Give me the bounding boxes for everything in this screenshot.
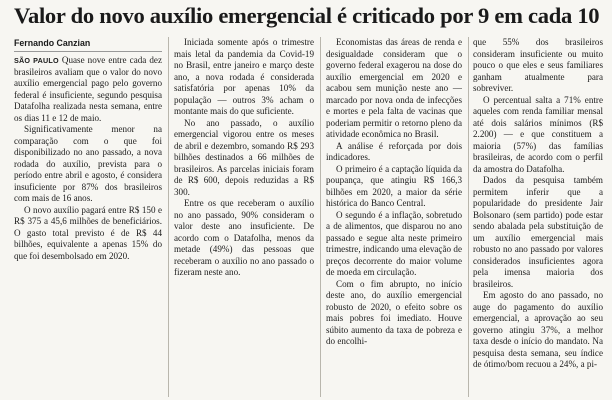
- article-column-3: [326, 37, 462, 397]
- paragraph: [14, 55, 162, 124]
- article-column-2: [174, 37, 314, 397]
- paragraph-text: Quase nove entre cada dez brasileiros avaliam que o valor do novo auxílio emergencial pago pelo governo federal é insuficiente, segundo pesquisa Datafolha realizada nesta semana, entre os dias 11 e 12 de maio.: [14, 55, 162, 123]
- paragraph: Em agosto do ano passado, no auge do pagamento do auxílio emergencial, a aprovação ao seu governo atingiu 37%, a melhor taxa desde o início do mandato. Na pesquisa desta semana, seu índice de ótimo/bom recuou a 24%, a pi-: [473, 290, 603, 369]
- column-divider: [320, 37, 321, 397]
- article-column-1: [14, 37, 162, 397]
- byline: Fernando Canzian: [14, 37, 162, 52]
- headline: Valor do novo auxílio emergencial é criticado por 9 em cada 10: [14, 3, 600, 28]
- paragraph: Com o fim abrupto, no início deste ano, do auxílio emergencial robusto de 2020, o efeito sobre os mais pobres foi imediato. Houve súbito aumento da taxa de pobreza e do encolhi-: [326, 278, 462, 346]
- column-divider: [168, 37, 169, 397]
- paragraph: A análise é reforçada por dois indicadores.: [326, 140, 462, 162]
- paragraph: No ano passado, o auxílio emergencial vigorou entre os meses de abril e dezembro, somando R$ 293 bilhões destinados a 66 milhões de brasileiros. As parcelas iniciais foram de R$ 600, depois reduzidas a R$ 300.: [174, 117, 314, 197]
- paragraph: O percentual salta a 71% entre aqueles com renda familiar mensal até dois salários mínimos (R$ 2.200) — e que constituem a maioria (57%) das famílias brasileiras, de acordo com o perfil da amostra do Datafolha.: [473, 94, 603, 174]
- article-column-4: [473, 37, 603, 397]
- paragraph: Dados da pesquisa também permitem inferir que a popularidade do presidente Jair Bolsonaro (sem partido) pode estar sendo abalada pela substituição de um auxílio emergencial mais robusto no ano passado por valores considerados insuficientes agora pela imensa maioria dos brasileiros.: [473, 175, 603, 289]
- dateline: SÃO PAULO: [14, 56, 59, 65]
- column-divider: [468, 37, 469, 397]
- paragraph: O novo auxílio pagará entre R$ 150 e R$ 375 a 45,6 milhões de beneficiários. O gasto total previsto é de R$ 44 bilhões, equivalente a apenas 15% do que foi desembolsado em 2020.: [14, 204, 162, 261]
- paragraph: que 55% dos brasileiros consideram insuficiente ou muito pouco o que eles e seus familiares ganham atualmente para sobreviver.: [473, 37, 603, 93]
- paragraph: Economistas das áreas de renda e desigualdade consideram que o governo federal exagerou na dose do auxílio emergencial em 2020 e acabou sem munição neste ano — marcado por nova onda de infecções e mortes e pela falta de vacinas que poderiam permitir o retorno pleno da atividade econômica no Brasil.: [326, 37, 462, 139]
- paragraph: Iniciada somente após o trimestre mais letal da pandemia da Covid-19 no Brasil, entre janeiro e março deste ano, a nova rodada é considerada satisfatória por apenas 10% da população — outros 3% acham o montante mais do que suficiente.: [174, 37, 314, 116]
- paragraph: Significativamente menor na comparação com o que foi disponibilizado no ano passado, a nova rodada do auxílio, prevista para o período entre abril e agosto, é considera insuficiente por 87% dos brasileiros com mais de 16 anos.: [14, 124, 162, 203]
- paragraph: O primeiro é a captação líquida da poupança, que atingiu R$ 166,3 bilhões em 2020, a maior da série histórica do Banco Central.: [326, 163, 462, 208]
- paragraph: Entre os que receberam o auxílio no ano passado, 90% consideram o valor deste ano insuficiente. De acordo com o Datafolha, menos da metade (49%) das pessoas que receberam o auxílio no ano passado o fizeram neste ano.: [174, 198, 314, 277]
- paragraph: O segundo é a inflação, sobretudo a de alimentos, que disparou no ano passado e segue alta neste primeiro trimestre, indicando uma elevação de preços decorrente do maior volume de moeda em circulação.: [326, 209, 462, 277]
